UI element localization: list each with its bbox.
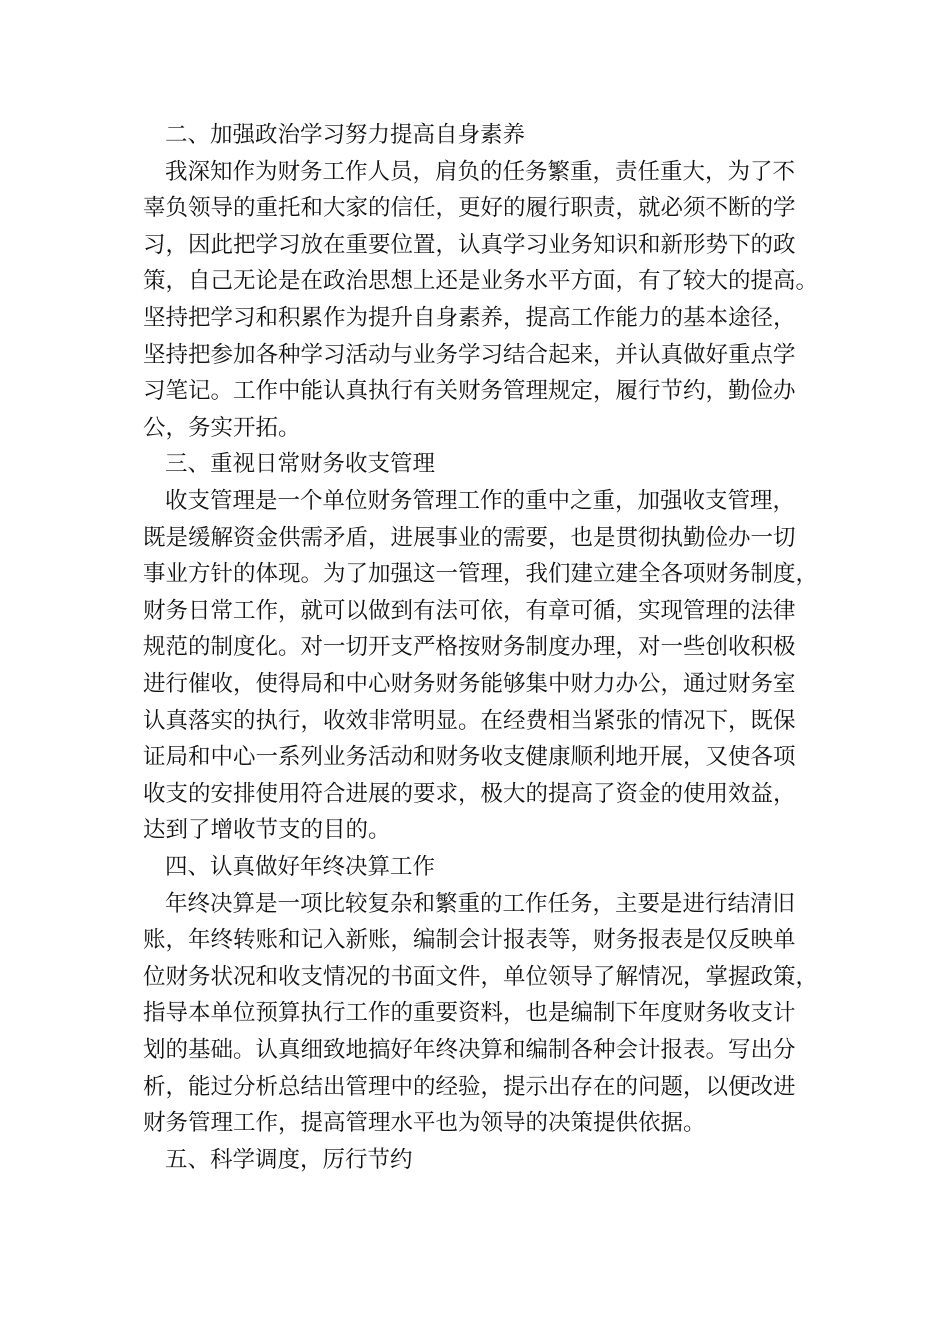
paragraph-line: 证局和中心一系列业务活动和财务收支健康顺利地开展，又使各项 — [143, 744, 796, 770]
paragraph-line: 账，年终转账和记入新账，编制会计报表等，财务报表是仅反映单 — [143, 927, 796, 953]
section-heading-4: 四、认真做好年终决算工作 — [165, 854, 436, 880]
paragraph-line: 坚持把学习和积累作为提升自身素养，提高工作能力的基本途径， — [143, 305, 796, 331]
paragraph-line: 收支的安排使用符合进展的要求，极大的提高了资金的使用效益， — [143, 781, 796, 807]
paragraph-line: 收支管理是一个单位财务管理工作的重中之重，加强收支管理， — [165, 488, 796, 514]
paragraph-line: 事业方针的体现。为了加强这一管理，我们建立建全各项财务制度， — [143, 561, 819, 587]
paragraph-line: 习笔记。工作中能认真执行有关财务管理规定，履行节约，勤俭办 — [143, 378, 796, 404]
paragraph-line: 认真落实的执行，收效非常明显。在经费相当紧张的情况下，既保 — [143, 708, 796, 734]
paragraph-line: 指导本单位预算执行工作的重要资料，也是编制下年度财务收支计 — [143, 1000, 796, 1026]
paragraph-line: 我深知作为财务工作人员，肩负的任务繁重，责任重大，为了不 — [165, 159, 796, 185]
paragraph-line: 规范的制度化。对一切开支严格按财务制度办理，对一些创收积极 — [143, 634, 796, 660]
paragraph-line: 财务日常工作，就可以做到有法可依，有章可循，实现管理的法律 — [143, 598, 796, 624]
paragraph-line: 划的基础。认真细致地搞好年终决算和编制各种会计报表。写出分 — [143, 1037, 796, 1063]
paragraph-line: 进行催收，使得局和中心财务财务能够集中财力办公，通过财务室 — [143, 671, 796, 697]
paragraph-line: 坚持把参加各种学习活动与业务学习结合起来，并认真做好重点学 — [143, 342, 796, 368]
paragraph-line: 习，因此把学习放在重要位置，认真学习业务知识和新形势下的政 — [143, 232, 796, 258]
paragraph-line: 年终决算是一项比较复杂和繁重的工作任务，主要是进行结清旧 — [165, 891, 796, 917]
paragraph-line: 析，能过分析总结出管理中的经验，提示出存在的问题，以便改进 — [143, 1074, 796, 1100]
paragraph-line: 公，务实开拓。 — [143, 415, 301, 441]
section-heading-2: 二、加强政治学习努力提高自身素养 — [165, 122, 526, 148]
paragraph-line: 辜负领导的重托和大家的信任，更好的履行职责，就必须不断的学 — [143, 195, 796, 221]
paragraph-line: 位财务状况和收支情况的书面文件，单位领导了解情况，掌握政策， — [143, 964, 819, 990]
paragraph-line: 策，自己无论是在政治思想上还是业务水平方面，有了较大的提高。 — [143, 268, 819, 294]
paragraph-line: 达到了增收节支的目的。 — [143, 817, 391, 843]
paragraph-line: 财务管理工作，提高管理水平也为领导的决策提供依据。 — [143, 1110, 706, 1136]
paragraph-line: 既是缓解资金供需矛盾，进展事业的需要，也是贯彻执勤俭办一切 — [143, 525, 796, 551]
section-heading-3: 三、重视日常财务收支管理 — [165, 451, 436, 477]
section-heading-5: 五、科学调度，厉行节约 — [165, 1147, 413, 1173]
